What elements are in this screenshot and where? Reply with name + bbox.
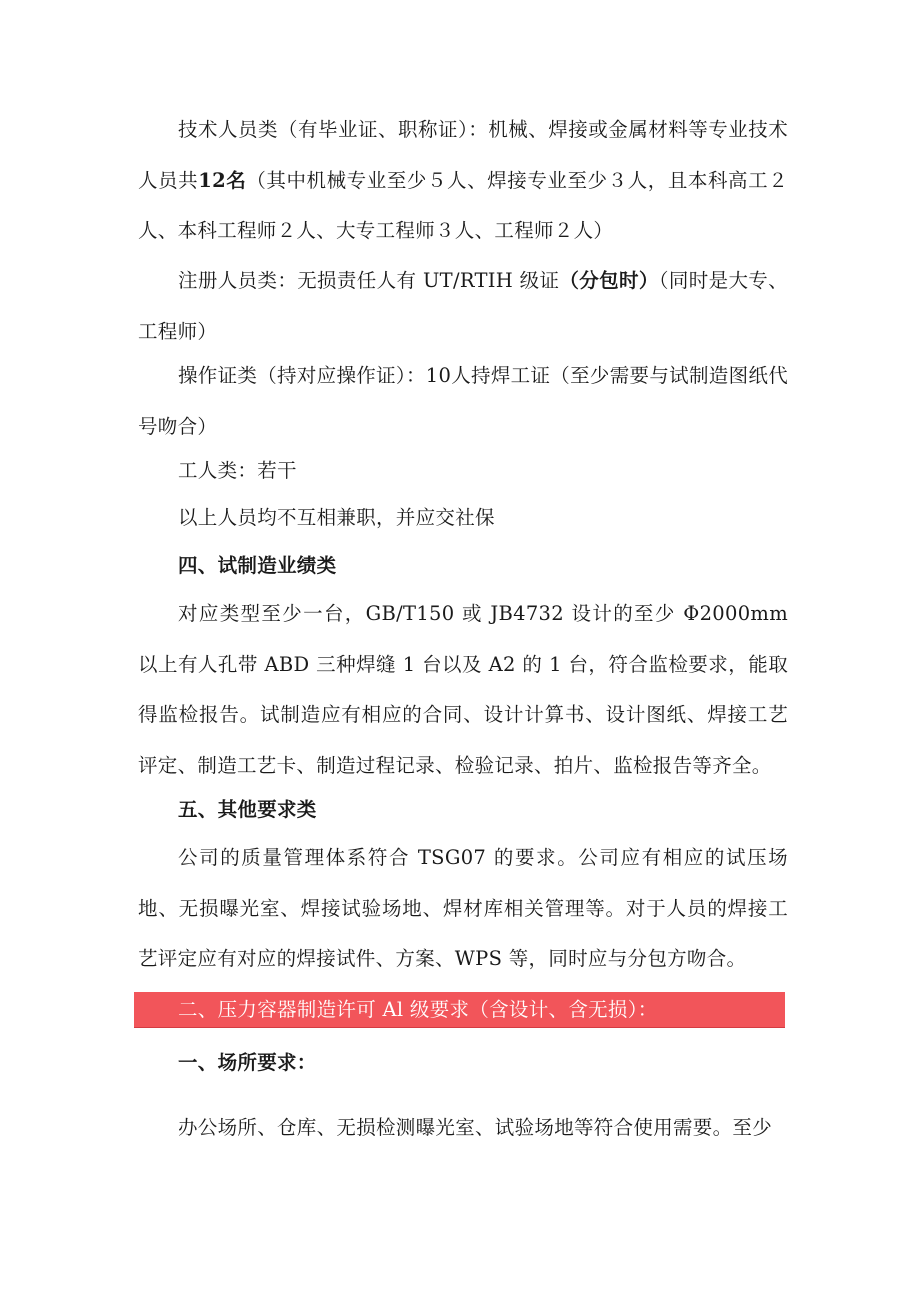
heading-other-requirements: 五、其他要求类 xyxy=(178,798,317,821)
technical-staff-count: 12名 xyxy=(198,168,247,192)
registered-staff-bold: （分包时） xyxy=(559,269,659,292)
paragraph-workers: 工人类：若干 xyxy=(178,459,297,482)
paragraph-site-requirements: 办公场所、仓库、无损检测曝光室、试验场地等符合使用需要。至少 xyxy=(178,1116,773,1139)
registered-staff-text-a: 注册人员类：无损责任人有 UT/RTIH 级证 xyxy=(178,269,560,292)
registered-staff-text-b: （同时是大专、工程师） xyxy=(138,269,788,343)
heading-trial-manufacturing: 四、试制造业绩类 xyxy=(178,554,337,577)
paragraph-no-dual-roles: 以上人员均不互相兼职，并应交社保 xyxy=(178,506,495,529)
paragraph-operators: 操作证类（持对应操作证）：10人持焊工证（至少需要与试制造图纸代号吻合） xyxy=(138,364,788,438)
paragraph-other-requirements: 公司的质量管理体系符合 TSG07 的要求。公司应有相应的试压场地、无损曝光室、焊接试验场地、焊材库相关管理等。对于人员的焊接工艺评定应有对应的焊接试件、方案、WPS 等，同时应与分包方吻合。 xyxy=(138,846,788,970)
technical-staff-text-a: 技术人员类（有毕业证、职称证）：机械、焊接或金属材料等专业技术人员共 xyxy=(138,118,788,192)
paragraph-registered-staff xyxy=(138,256,788,357)
paragraph-trial-manufacturing: 对应类型至少一台，GB/T150 或 JB4732 设计的至少 Φ2000mm 以上有人孔带 ABD 三种焊缝 1 台以及 A2 的 1 台，符合监检要求，能取得监检报告。试制造应有相应的合同、设计计算书、设计图纸、焊接工艺评定、制造工艺卡、制造过程记录、检验记录、拍片、监检报告等齐全。 xyxy=(138,602,788,777)
section-banner-text: 二、压力容器制造许可 Al 级要求（含设计、含无损）： xyxy=(178,998,658,1021)
technical-staff-text-b: （其中机械专业至少５人、焊接专业至少３人，且本科高工２人、本科工程师２人、大专工程师３人、工程师２人） xyxy=(138,168,788,242)
heading-site-requirements: 一、场所要求： xyxy=(178,1051,317,1074)
paragraph-technical-staff xyxy=(138,105,788,257)
section-banner xyxy=(134,992,785,1028)
